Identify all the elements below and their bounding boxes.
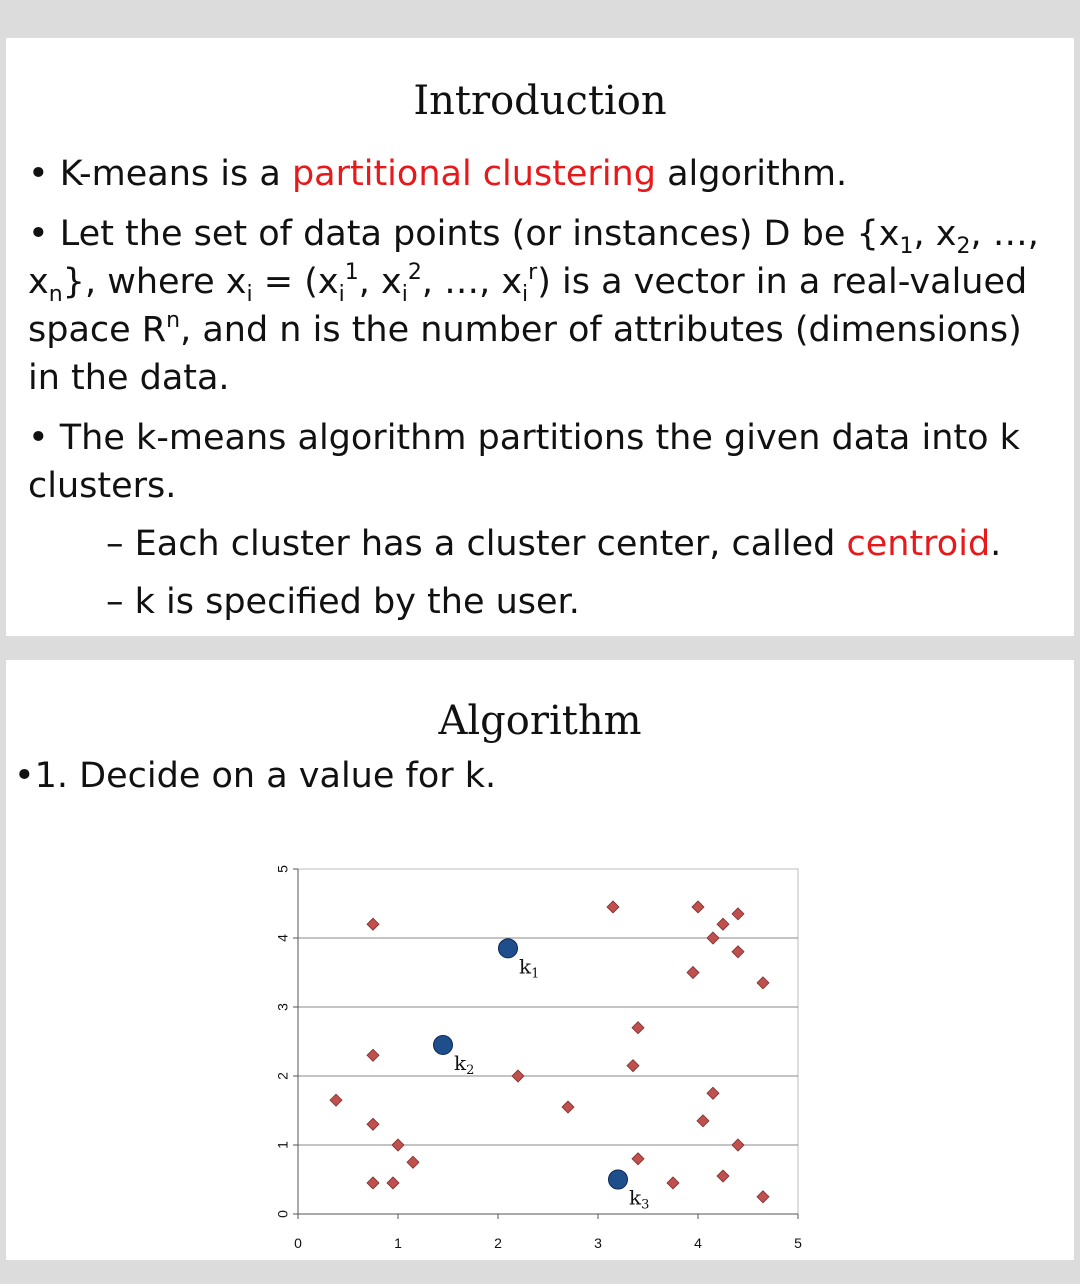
data-point-diamond <box>697 1115 709 1127</box>
data-point-diamond <box>757 1191 769 1203</box>
bullet-data-points <box>28 210 1039 402</box>
bullet-kmeans-definition <box>28 150 847 198</box>
data-point-diamond <box>667 1177 679 1189</box>
bullet-partitions <box>28 414 1020 510</box>
y-tick-label: 1 <box>274 1141 291 1149</box>
bullet-line: $x_n$}, where $x_i = (x_i^1$, $x_i^2$, …, $x_i^r$) is a vector in a real-valued <box>28 260 1028 307</box>
data-point-diamond <box>367 1118 379 1130</box>
data-point-diamond <box>387 1177 399 1189</box>
y-tick-label: 5 <box>274 865 291 873</box>
data-point-diamond <box>330 1094 342 1106</box>
x-tick-label: 1 <box>394 1235 402 1251</box>
data-point-diamond <box>367 1177 379 1189</box>
x-tick-label: 0 <box>294 1235 302 1251</box>
x-tick-label: 5 <box>794 1235 802 1251</box>
sub-bullet-k-user: – k is specified by the user. <box>106 582 580 622</box>
data-point-diamond <box>367 1049 379 1061</box>
centroid-marker <box>499 939 518 958</box>
slide-title: Introduction <box>413 78 667 124</box>
bullet-line: • Let the set of data points (or instances) D be {$x_1$, $x_2$, …, <box>28 214 1039 259</box>
centroid-marker <box>609 1170 628 1189</box>
slide-algorithm <box>6 660 1074 1260</box>
text: algorithm. <box>655 154 848 194</box>
y-tick-label: 3 <box>274 1003 291 1011</box>
data-point-diamond <box>687 967 699 979</box>
data-point-diamond <box>512 1070 524 1082</box>
x-tick-label: 2 <box>494 1235 502 1251</box>
data-point-diamond <box>717 1170 729 1182</box>
x-tick-label: 4 <box>694 1235 702 1251</box>
slide-introduction <box>6 38 1074 636</box>
data-point-diamond <box>632 1022 644 1034</box>
centroid-marker <box>434 1035 453 1054</box>
data-point-diamond <box>407 1156 419 1168</box>
bullet-line: space $R^n$, and n is the number of attributes (dimensions) <box>28 308 1022 350</box>
data-point-diamond <box>392 1139 404 1151</box>
y-tick-label: 2 <box>274 1072 291 1080</box>
centroid-label: $k_3$ <box>629 1185 650 1213</box>
data-point-diamond <box>562 1101 574 1113</box>
centroid-label: $k_1$ <box>519 954 540 982</box>
data-point-diamond <box>632 1153 644 1165</box>
text: • K-means is a <box>28 154 292 194</box>
data-point-diamond <box>757 977 769 989</box>
sub-bullet-centroid: – Each cluster has a cluster center, called centroid. <box>106 524 1002 564</box>
scatter-chart <box>6 660 1074 1260</box>
data-point-diamond <box>692 901 704 913</box>
data-point-diamond <box>367 918 379 930</box>
x-tick-label: 3 <box>594 1235 602 1251</box>
y-tick-label: 0 <box>274 1210 291 1218</box>
data-point-diamond <box>717 918 729 930</box>
centroid-label: $k_2$ <box>454 1050 475 1078</box>
y-tick-label: 4 <box>274 934 291 942</box>
highlight-text: partitional clustering <box>291 154 656 194</box>
bullet-line: clusters. <box>28 466 177 506</box>
step-1: •1. Decide on a value for k. <box>14 756 497 796</box>
data-point-diamond <box>732 1139 744 1151</box>
bullet-line: in the data. <box>28 358 230 398</box>
data-point-diamond <box>732 908 744 920</box>
data-point-diamond <box>707 1087 719 1099</box>
data-point-diamond <box>627 1060 639 1072</box>
bullet-line: • The k-means algorithm partitions the given data into k <box>28 418 1020 458</box>
highlight-text: centroid <box>846 524 991 564</box>
data-point-diamond <box>607 901 619 913</box>
data-point-diamond <box>707 932 719 944</box>
data-point-diamond <box>732 946 744 958</box>
slide-title: Algorithm <box>438 698 642 744</box>
